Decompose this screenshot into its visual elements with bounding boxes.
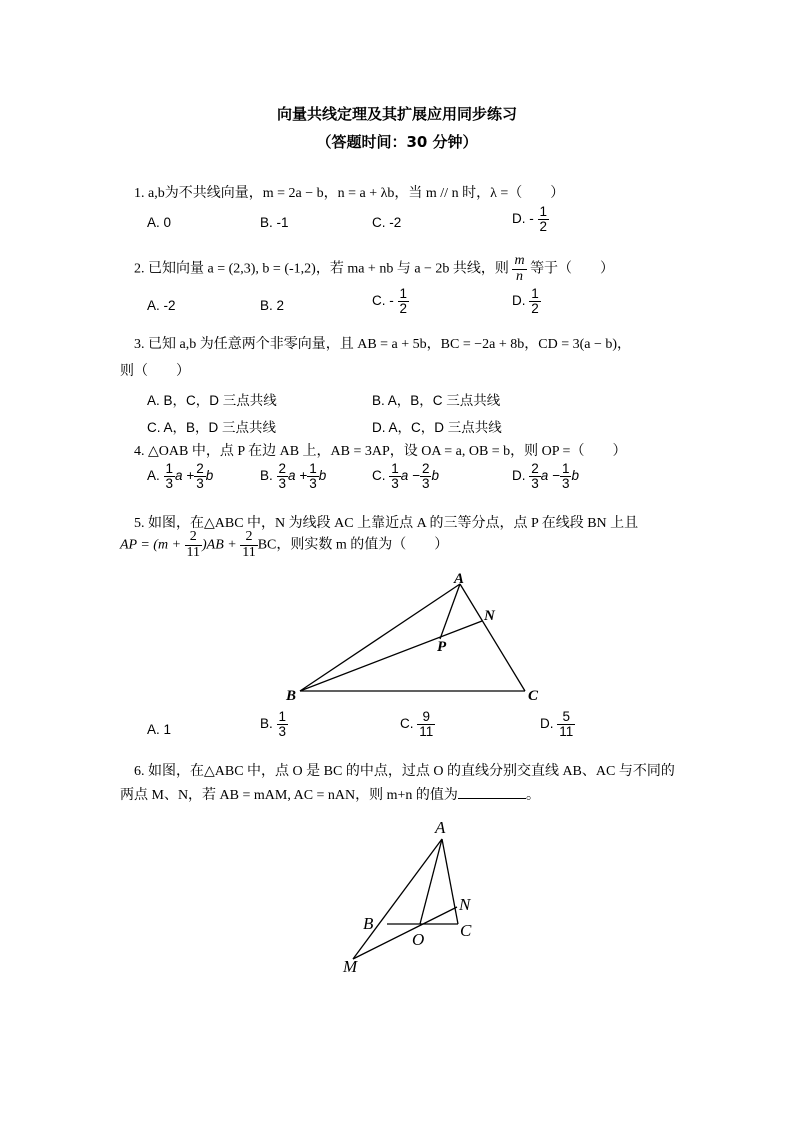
q2-option-a[interactable]: A. -2 — [147, 298, 176, 313]
segment-ao — [420, 839, 442, 924]
segment-bn — [300, 621, 482, 691]
question-5-formula: AP = (m + $\frac{2}{11}$ )AB + $\frac{2}{11}$ BC，则实数 m 的值为（ ） — [120, 529, 449, 560]
q2-option-c-fraction: $\frac{1}{2}$ — [399, 286, 408, 317]
q1-option-d-fraction: $\frac{1}{2}$ — [539, 204, 548, 235]
line-am — [353, 839, 442, 959]
q5-option-b[interactable]: B. $\frac{1}{3}$ — [260, 709, 287, 740]
question-2-text: 2. 已知向量 a = (2,3), b = (-1,2)，若 ma + nb 与 a − 2b 共线，则 $\frac{m}{n}$ 等于（ ） — [134, 253, 615, 284]
q2-fraction-m-n: $\frac{m}{n}$ — [514, 253, 525, 284]
page-title: 向量共线定理及其扩展应用同步练习 — [276, 105, 517, 123]
label-b: B — [286, 688, 297, 704]
segment-ac — [460, 584, 525, 691]
q3-option-b[interactable]: B. A，B，C 三点共线 — [372, 393, 501, 408]
q4-option-c[interactable]: C. $\frac{1}{3}$ a − $\frac{2}{3}$ b — [372, 461, 439, 492]
question-1-text: 1. a,b为不共线向量，m = 2a − b，n = a + λb，当 m // n 时，λ =（ ） — [134, 186, 565, 201]
label-m: M — [343, 957, 358, 976]
q3-option-c[interactable]: C. A，B，D 三点共线 — [147, 420, 277, 435]
q5-option-c[interactable]: C. $\frac{9}{11}$ — [400, 709, 434, 740]
q1-option-c[interactable]: C. -2 — [372, 215, 402, 230]
q2-option-d[interactable]: D. $\frac{1}{2}$ — [512, 286, 539, 317]
question-3-text-continued: 则（ ） — [120, 364, 190, 379]
label-c: C — [460, 921, 472, 940]
page-subtitle: （答题时间：30 分钟） — [316, 133, 478, 151]
label-a: A — [454, 571, 465, 587]
answer-blank[interactable] — [458, 786, 526, 799]
q2-option-d-fraction: $\frac{1}{2}$ — [531, 286, 539, 317]
q2-option-c[interactable]: C. - $\frac{1}{2}$ — [372, 286, 408, 317]
label-b: B — [363, 914, 374, 933]
label-n: N — [484, 608, 495, 624]
q4-option-b[interactable]: B. $\frac{2}{3}$ a + $\frac{1}{3}$ b — [260, 461, 327, 492]
q3-option-d[interactable]: D. A，C，D 三点共线 — [372, 420, 502, 435]
question-4-text: 4. △OAB 中，点 P 在边 AB 上，AB = 3AP，设 OA = a, OB = b，则 OP =（ ） — [134, 444, 627, 459]
label-n: N — [459, 895, 471, 914]
q1-option-b[interactable]: B. -1 — [260, 215, 289, 230]
question-6-text-continued: 两点 M、N，若 AB = mAM, AC = nAN，则 m+n 的值为 。 — [120, 788, 540, 803]
label-c: C — [528, 688, 539, 704]
q6-triangle-figure — [335, 815, 485, 980]
segment-ba — [300, 584, 460, 691]
q4-option-a[interactable]: A. $\frac{1}{3}$ a + $\frac{2}{3}$ b — [147, 461, 214, 492]
q4-option-d[interactable]: D. $\frac{2}{3}$ a − $\frac{1}{3}$ b — [512, 461, 579, 492]
q5-option-a[interactable]: A. 1 — [147, 722, 172, 737]
q2-option-b[interactable]: B. 2 — [260, 298, 285, 313]
label-o: O — [412, 930, 425, 949]
question-6-text: 6. 如图，在△ABC 中，点 O 是 BC 的中点，过点 O 的直线分别交直线 AB、AC 与不同的 — [134, 764, 675, 779]
q1-option-d[interactable]: D. - $\frac{1}{2}$ — [512, 204, 548, 235]
q3-option-a[interactable]: A. B，C，D 三点共线 — [147, 393, 277, 408]
q5-option-d[interactable]: D. $\frac{5}{11}$ — [540, 709, 574, 740]
q5-triangle-figure — [280, 565, 550, 710]
segment-ac — [442, 839, 458, 924]
label-a: A — [435, 818, 446, 837]
q1-option-a[interactable]: A. 0 — [147, 215, 172, 230]
question-5-text: 5. 如图，在△ABC 中，N 为线段 AC 上靠近点 A 的三等分点，点 P 在线段 BN 上且 — [134, 516, 639, 531]
question-3-text: 3. 已知 a,b 为任意两个非零向量，且 AB = a + 5b，BC = −2a + 8b，CD = 3(a − b)， — [134, 337, 632, 352]
label-p: P — [437, 639, 447, 655]
